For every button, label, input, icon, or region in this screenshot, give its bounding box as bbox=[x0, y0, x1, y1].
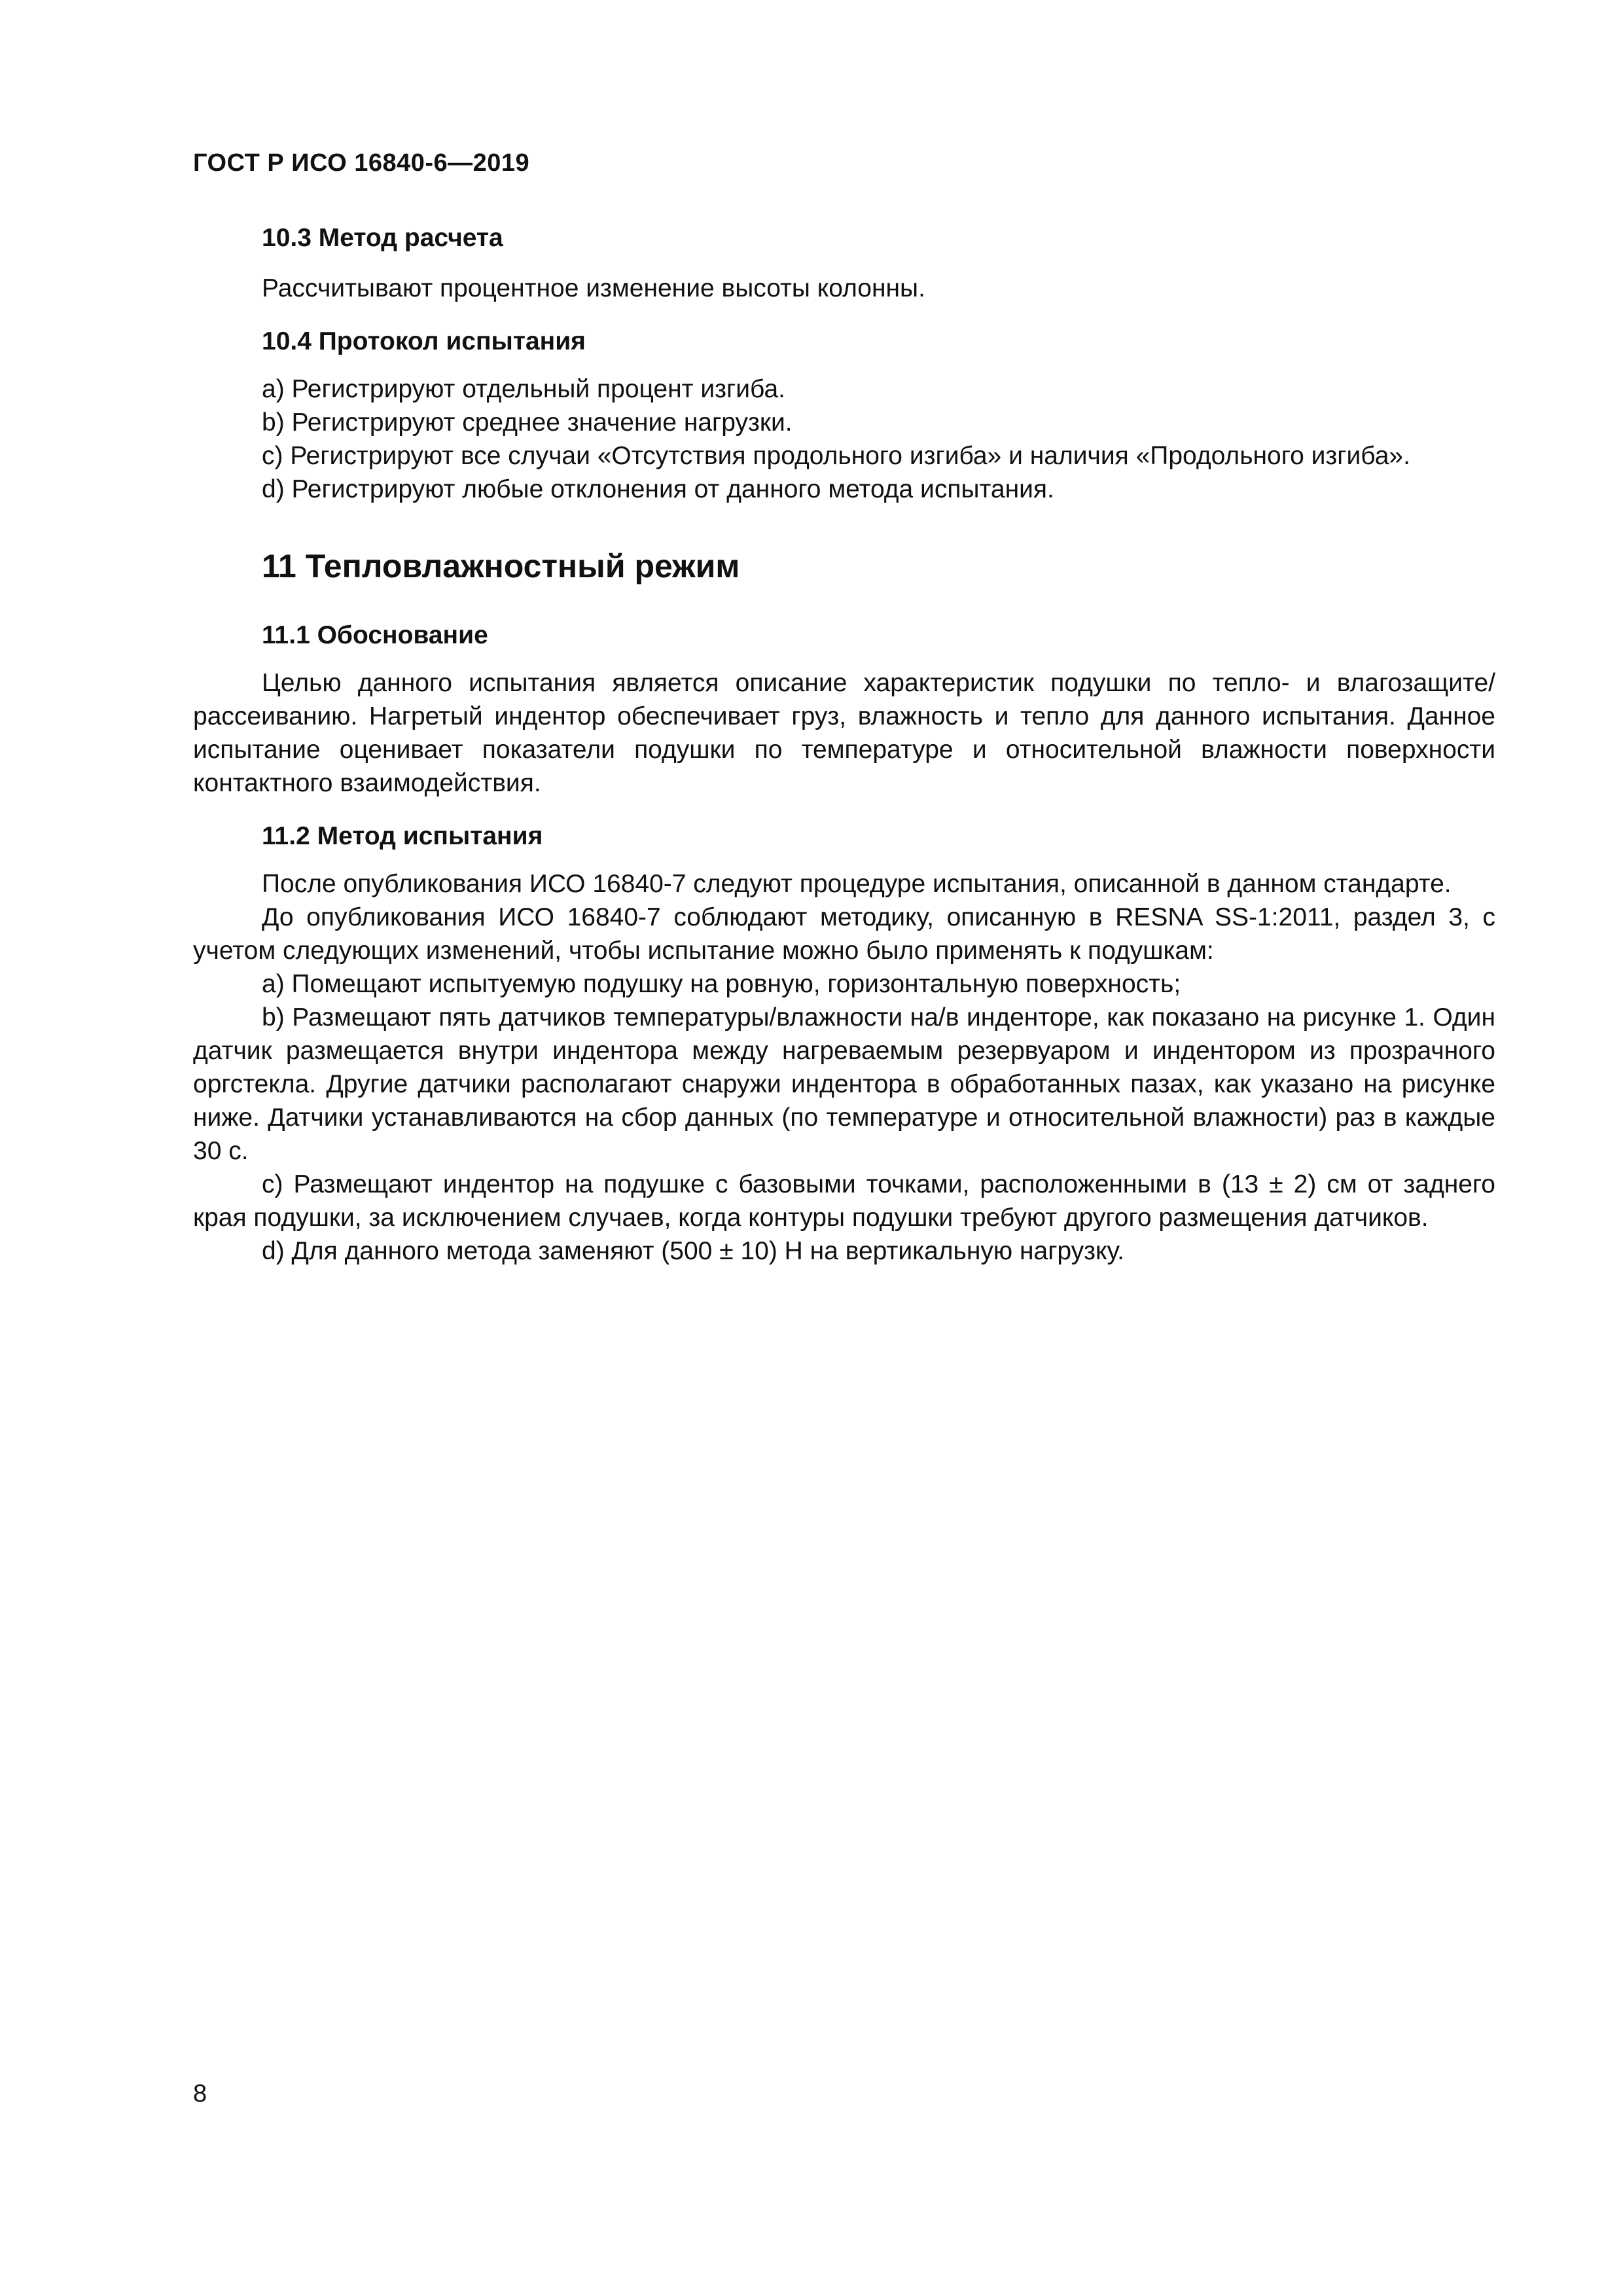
list-item: c) Регистрируют все случаи «Отсутствия продольного изгиба» и наличия «Продольного изгиба». bbox=[262, 442, 1410, 470]
paragraph-11-2: d) Для данного метода заменяют (500 ± 10) Н на вертикальную нагрузку. bbox=[262, 1237, 1124, 1265]
paragraph-11-1: Целью данного испытания является описание характеристик подушки по тепло- и влагозащите/рассеиванию. Нагретый индентор обеспечивает груз, влажность и тепло для данного испытания. Данное испытание оценивает показатели подушки по температуре и относительной влажности поверхности контактного взаимодействия. bbox=[193, 669, 1495, 797]
paragraph-11-2: b) Размещают пять датчиков температуры/влажности на/в инденторе, как показано на рисунке 1. Один датчик размещается внутри индентора между нагреваемым резервуаром и индентором из прозрачного оргстекла. Другие датчики располагают снаружи индентора в обработанных пазах, как указано на рисунке ниже. Датчики устанавливаются на сбор данных (по температуре и относительной влажности) раз в каждые 30 с. bbox=[193, 1003, 1495, 1165]
paragraph-11-2: a) Помещают испытуемую подушку на ровную, горизонтальную поверхность; bbox=[262, 970, 1181, 998]
list-item: a) Регистрируют отдельный процент изгиба. bbox=[262, 375, 785, 403]
paragraph-11-2: c) Размещают индентор на подушке с базовыми точками, расположенными в (13 ± 2) см от заднего края подушки, за исключением случаев, когда контуры подушки требуют другого размещения датчиков. bbox=[193, 1170, 1495, 1232]
heading-10-4: 10.4 Протокол испытания bbox=[262, 327, 586, 355]
list-item: b) Регистрируют среднее значение нагрузки. bbox=[262, 408, 793, 437]
list-10-4 bbox=[193, 372, 1495, 506]
paragraph-11-2: После опубликования ИСО 16840-7 следуют процедуре испытания, описанной в данном стандарте. bbox=[262, 870, 1452, 898]
heading-section-11: 11 Тепловлажностный режим bbox=[262, 548, 740, 584]
text-10-3: Рассчитывают процентное изменение высоты колонны. bbox=[262, 274, 925, 302]
page-content bbox=[193, 221, 1495, 1268]
running-header: ГОСТ Р ИСО 16840-6—2019 bbox=[193, 149, 530, 177]
list-item: d) Регистрируют любые отклонения от данного метода испытания. bbox=[262, 475, 1054, 503]
heading-11-2: 11.2 Метод испытания bbox=[262, 822, 543, 850]
page-number: 8 bbox=[193, 2080, 207, 2108]
heading-10-3: 10.3 Метод расчета bbox=[262, 224, 503, 252]
heading-11-1: 11.1 Обоснование bbox=[262, 621, 488, 649]
paragraph-11-2: До опубликования ИСО 16840-7 соблюдают методику, описанную в RESNA SS-1:2011, раздел 3, с учетом следующих изменений, чтобы испытание можно было применять к подушкам: bbox=[193, 903, 1495, 965]
